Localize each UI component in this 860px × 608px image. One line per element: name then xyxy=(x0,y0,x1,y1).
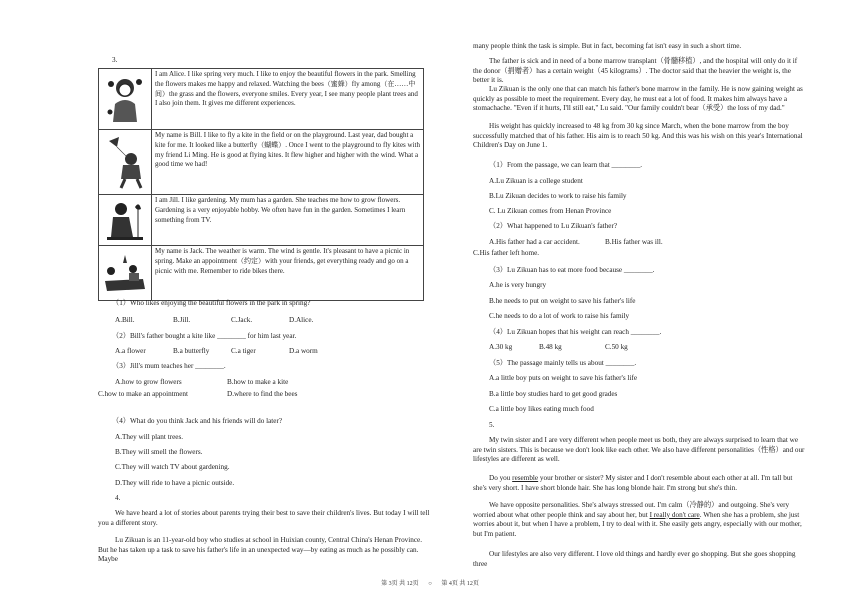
option[interactable]: B.Lu Zikuan decides to work to raise his family xyxy=(489,192,627,200)
question-number: 3. xyxy=(112,56,118,64)
option[interactable]: B.how to make a kite xyxy=(227,378,289,386)
paragraph: many people think the task is simple. But in fact, becoming fat isn't easy in such a short time. xyxy=(473,42,742,50)
boy-kite-icon xyxy=(99,130,151,194)
question-stem: （1）Who likes enjoying the beautiful flowers in the park in spring? xyxy=(112,299,311,307)
options-row xyxy=(98,390,418,400)
paragraph: We have heard a lot of stories about parents trying their best to save their children's lives. But today I will tell you a different story. xyxy=(98,509,430,527)
option[interactable]: B.They will smell the flowers. xyxy=(115,448,203,456)
option[interactable]: D.They will ride to have a picnic outside. xyxy=(115,479,235,487)
passage-text: I am Alice. I like spring very much. I like to enjoy the beautiful flowers in the park. Smelling the flowers makes me happy and relaxed. Watching the bees（蜜蜂）fly among（在……中间）the grass and the flowers, everyone smiles. Every year, I see many people plant trees and I also join them. It gives me different experiences. xyxy=(152,69,424,130)
options-row xyxy=(489,238,809,248)
option[interactable]: A.Lu Zikuan is a college student xyxy=(489,177,583,185)
option[interactable]: C.a tiger xyxy=(231,347,256,355)
option[interactable]: D.where to find the bees xyxy=(227,390,298,398)
question-stem: （3）Lu Zikuan has to eat more food because ________. xyxy=(489,266,655,274)
paragraph: My twin sister and I are very different when people meet us both, they are always surprised to learn that we are twin sisters. This is because we don't look like each other. We also have different personalities（性格）and our lifestyles are different as well. xyxy=(473,436,805,464)
options-row xyxy=(115,347,435,357)
passage-table xyxy=(98,68,424,301)
option[interactable]: C. Lu Zikuan comes from Henan Province xyxy=(489,207,612,215)
paragraph: Lu Zikuan is the only one that can match his father's bone marrow in the family. He is now gaining weight as quickly as possible to meet the requirement. Every day, he must eat a lot of food. It makes him always have a stomachache. "Even if it hurts, I'll still eat," Lu said. "Our family couldn't bear（承受）the loss of my dad." xyxy=(473,85,803,113)
question-stem: （4）Lu Zikuan hopes that his weight can reach ________. xyxy=(489,328,662,336)
passage-text: My name is Jack. The weather is warm. The wind is gentle. It's pleasant to have a picnic in spring. Make an appointment（约定）with your friends, get everything ready and go on a picnic with me. Remember to ride bikes there. xyxy=(152,246,424,301)
question-stem: （2）What happened to Lu Zikuan's father? xyxy=(489,222,618,230)
option[interactable]: C.50 kg xyxy=(605,343,628,351)
option[interactable]: C.how to make an appointment xyxy=(98,390,189,398)
question-number: 5. xyxy=(489,421,495,429)
question-stem: （1）From the passage, we can learn that ________. xyxy=(489,161,643,169)
page-number-left: 第 3页 共 12页 xyxy=(381,581,419,587)
question-stem: （5）The passage mainly tells us about ________. xyxy=(489,359,637,367)
option[interactable]: A.a flower xyxy=(115,347,146,355)
paragraph: The father is sick and in need of a bone marrow transplant（骨髓移植）, and the hospital will only do it if the donor（捐赠者）has a certain weight（45 kilograms）. The doctor said that the heavier the weight is, the better it is. xyxy=(473,57,798,85)
options-row xyxy=(489,343,809,353)
underlined-phrase: I really don't care xyxy=(649,510,700,519)
passage-text: My name is Bill. I like to fly a kite in the field or on the playground. Last year, dad bought a kite for me. It looked like a butterfly（蝴蝶）. Once I went to the playground to fly kites with my friend Li Ming. He is good at flying kites. It flew higher and higher with the wind. What a good time we had! xyxy=(152,130,424,195)
option[interactable]: A.30 kg xyxy=(489,343,513,351)
question-stem: （3）Jill's mum teaches her ________. xyxy=(112,362,226,370)
option[interactable]: A.They will plant trees. xyxy=(115,433,184,441)
option[interactable]: C.They will watch TV about gardening. xyxy=(115,463,230,471)
options-row xyxy=(115,378,435,388)
options-row xyxy=(115,316,435,326)
paragraph: Lu Zikuan is an 11-year-old boy who studies at school in Huixian county, Central China's Henan Province. But he has taken up a task to save his father's life in an unexpected way—by eating as much as he possibly can. Maybe xyxy=(98,536,423,564)
girl-gardening-icon xyxy=(99,195,151,245)
option[interactable]: B.he needs to put on weight to save his father's life xyxy=(489,297,636,305)
option[interactable]: D.Alice. xyxy=(289,316,314,324)
question-stem: （2）Bill's father bought a kite like ________ for him last year. xyxy=(112,332,297,340)
question-number: 4. xyxy=(115,494,121,502)
option[interactable]: C.a little boy likes eating much food xyxy=(489,405,594,413)
option[interactable]: A.Bill. xyxy=(115,316,135,324)
circle-icon: ○ xyxy=(428,581,432,587)
page-footer xyxy=(0,578,860,587)
passage-text: I am Jill. I like gardening. My mum has a garden. She teaches me how to grow flowers. Gardening is a very enjoyable hobby. We often have fun in the garden. Sometimes I learn something from TV. xyxy=(152,195,424,246)
option[interactable]: A.how to grow flowers xyxy=(115,378,182,386)
paragraph: Our lifestyles are also very different. I love old things and hardly ever go shopping. But she goes shopping three xyxy=(473,550,796,568)
option[interactable]: B.a little boy studies hard to get good grades xyxy=(489,390,618,398)
picnic-icon xyxy=(99,246,151,300)
option[interactable]: C.Jack. xyxy=(231,316,253,324)
option[interactable]: A.His father had a car accident. xyxy=(489,238,580,246)
question-stem: （4）What do you think Jack and his friends will do later? xyxy=(112,417,283,425)
option[interactable]: B.His father was ill. xyxy=(605,238,663,246)
option[interactable]: B.a butterfly xyxy=(173,347,210,355)
option[interactable]: C.he needs to do a lot of work to raise his family xyxy=(489,312,630,320)
option[interactable]: D.a worm xyxy=(289,347,318,355)
option[interactable]: A.a little boy puts on weight to save his father's life xyxy=(489,374,638,382)
option[interactable]: B.48 kg xyxy=(539,343,562,351)
paragraph: His weight has quickly increased to 48 kg from 30 kg since March, when the bone marrow from the boy successfully matched that of his father. His aim is to reach 50 kg. And this was his wish on this year's International Children's Day on June 1. xyxy=(473,122,803,150)
girl-flowers-icon xyxy=(99,69,151,129)
page-number-right: 第 4页 共 12页 xyxy=(441,581,479,587)
option[interactable]: B.Jill. xyxy=(173,316,191,324)
paragraph: Do you resemble your brother or sister? My sister and I don't resemble about each other at all. I'm tall but she's very short. I have short blonde hair. She has long blonde hair. I'm strong but she's thin. xyxy=(473,474,793,492)
option[interactable]: A.he is very hungry xyxy=(489,281,547,289)
paragraph: We have opposite personalities. She's always stressed out. I'm calm（冷静的）and outgoing. She's very worried about what other people think and say about her, but I really don't care. When she has a problem, she just worries about it, but when I have a problem, I try to deal with it. She easily gets angry, especially with our mother, but I'm patient. xyxy=(473,501,802,539)
underlined-word: resemble xyxy=(512,474,539,482)
option[interactable]: C.His father left home. xyxy=(473,249,540,257)
